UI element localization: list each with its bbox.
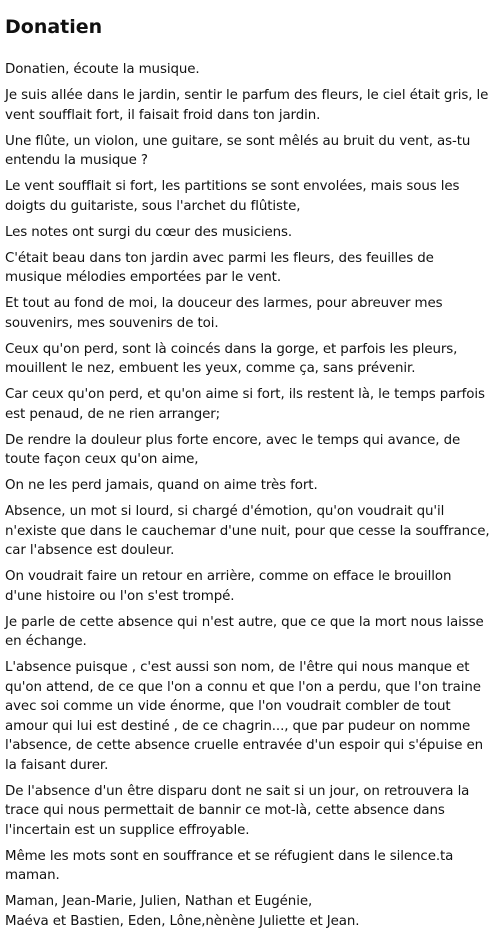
paragraph: De l'absence d'un être disparu dont ne sait si un jour, on retrouvera la trace qui nous permettait de bannir ce mot-là, cette absence dans l'incertain est un supplice effroyable. [5, 783, 470, 838]
signature-line: Maman, Jean-Marie, Julien, Nathan et Eugénie, [5, 894, 313, 909]
signature [5, 892, 492, 931]
paragraph: Ceux qu'on perd, sont là coincés dans la gorge, et parfois les pleurs, mouillent le nez, embuent les yeux, comme ça, sans prévenir. [5, 341, 458, 376]
paragraph: Je suis allée dans le jardin, sentir le parfum des fleurs, le ciel était gris, le vent soufflait fort, il faisait froid dans ton jardin. [5, 88, 489, 123]
paragraph: Et tout au fond de moi, la douceur des larmes, pour abreuver mes souvenirs, mes souvenirs de toi. [5, 296, 443, 331]
signature-line: Maéva et Bastien, Eden, Lône,nènène Juliette et Jean. [5, 913, 360, 929]
poem-body [5, 60, 492, 931]
paragraph: Donatien, écoute la musique. [5, 62, 200, 77]
paragraph: Les notes ont surgi du cœur des musiciens. [5, 224, 293, 240]
paragraph: On voudrait faire un retour en arrière, comme on efface le brouillon d'une histoire ou l'on s'est trompé. [5, 569, 452, 604]
paragraph: Car ceux qu'on perd, et qu'on aime si fort, ils restent là, le temps parfois est penaud, de ne rien arranger; [5, 387, 485, 422]
paragraph: Absence, un mot si lourd, si chargé d'émotion, qu'on voudrait qu'il n'existe que dans le cauchemar d'une nuit, pour que cesse la souffrance, car l'absence est douleur. [5, 504, 490, 558]
paragraph: De rendre la douleur plus forte encore, avec le temps qui avance, de toute façon ceux qu'on aime, [5, 432, 461, 467]
paragraph: L'absence puisque , c'est aussi son nom, de l'être qui nous manque et qu'on attend, de ce que l'on a connu et que l'on a perdu, que l'on traine avec soi comme un vide énorme, que l'on voudrait combler de tout amour qui lui est destiné , de ce chagrin..., que par pudeur on nomme l'absence, de cette absence cruelle entravée d'un espoir qui s'épuise en la faisant durer. [5, 660, 484, 773]
paragraph: Je parle de cette absence qui n'est autre, que ce que la mort nous laisse en échange. [5, 614, 484, 649]
paragraph: On ne les perd jamais, quand on aime très fort. [5, 478, 318, 493]
paragraph: Une flûte, un violon, une guitare, se sont mêlés au bruit du vent, as-tu entendu la musique ? [5, 133, 471, 168]
page-title: Donatien [5, 16, 103, 38]
paragraph: Même les mots sont en souffrance et se réfugient dans le silence.ta maman. [5, 848, 454, 883]
paragraph: C'était beau dans ton jardin avec parmi les fleurs, des feuilles de musique mélodies emportées par le vent. [5, 250, 434, 285]
paragraph: Le vent soufflait si fort, les partitions se sont envolées, mais sous les doigts du guitariste, sous l'archet du flûtiste, [5, 179, 460, 214]
